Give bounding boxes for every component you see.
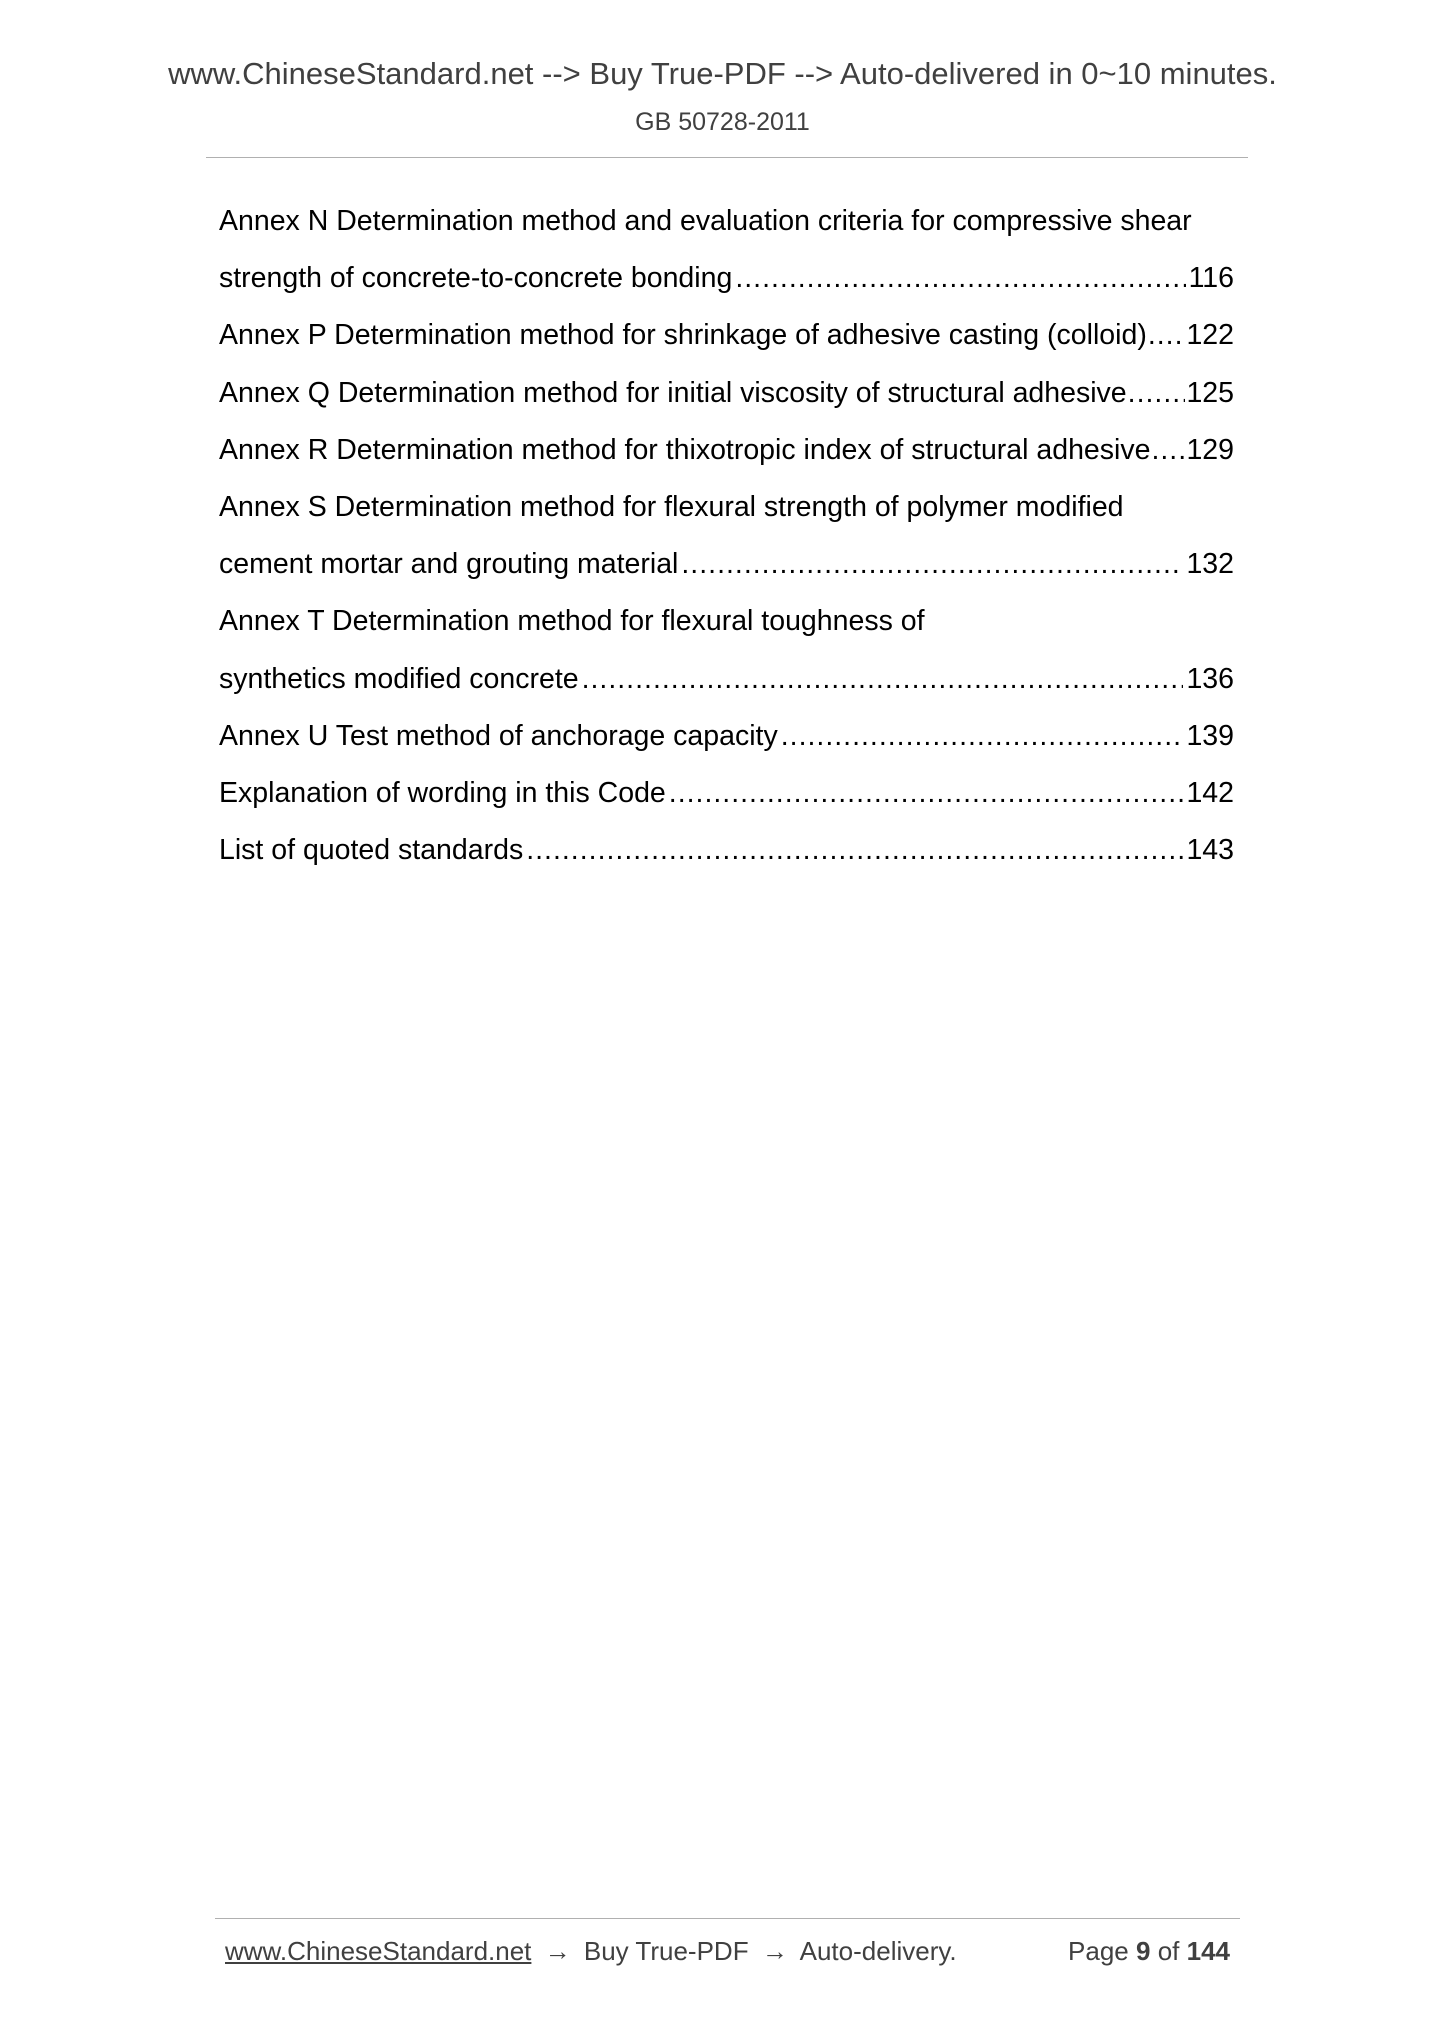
toc-entry-title: cement mortar and grouting material [219,548,679,581]
toc-entry-annex-u[interactable] [219,708,1234,765]
table-of-contents [219,193,1234,879]
footer-buy-text: Buy True-PDF [583,1936,749,1966]
toc-entry-annex-t[interactable] [219,593,1234,650]
footer-divider [215,1918,1240,1919]
toc-entry-page: 125 [1186,376,1234,409]
toc-entry-page: 116 [1188,262,1234,295]
toc-entry-annex-s-cont[interactable] [219,536,1234,593]
toc-dot-leader [1128,365,1186,422]
arrow-right-icon: → [761,1936,788,1966]
toc-entry-annex-q[interactable] [219,365,1234,422]
toc-entry-annex-p[interactable] [219,307,1234,364]
toc-entry-title: List of quoted standards [219,834,524,867]
toc-dot-leader [582,651,1184,708]
toc-entry-page: 122 [1186,319,1234,352]
toc-entry-title: Explanation of wording in this Code [219,776,666,809]
toc-dot-leader [781,708,1184,765]
page-indicator [1068,1936,1230,1967]
toc-dot-leader [1148,307,1186,364]
toc-entry-title: Annex T Determination method for flexural toughness of [219,605,925,638]
page-label: Page [1068,1936,1129,1966]
arrow-right-icon: → [544,1936,571,1966]
toc-entry-quoted-standards[interactable] [219,822,1234,879]
toc-dot-leader [735,250,1185,307]
toc-entry-title: Annex Q Determination method for initial viscosity of structural adhesive [219,376,1127,409]
page-of-label: of [1157,1936,1180,1966]
toc-entry-annex-r[interactable] [219,422,1234,479]
footer-delivery-text: Auto-delivery. [799,1936,957,1966]
toc-dot-leader [669,765,1184,822]
toc-entry-explanation-of-wording[interactable] [219,765,1234,822]
toc-dot-leader [1151,422,1185,479]
toc-entry-page: 132 [1186,548,1234,581]
header-url-line: www.ChineseStandard.net --> Buy True-PDF --> Auto-delivered in 0~10 minutes. [168,56,1277,91]
page-footer [225,1936,1230,1967]
footer-left [225,1936,957,1967]
toc-entry-title: strength of concrete-to-concrete bonding [219,262,733,295]
toc-entry-title: synthetics modified concrete [219,662,579,695]
toc-entry-title: Annex P Determination method for shrinkage of adhesive casting (colloid) [219,319,1147,352]
toc-entry-title: Annex S Determination method for flexural strength of polymer modified [219,490,1124,523]
toc-entry-title: Annex R Determination method for thixotropic index of structural adhesive [219,433,1151,466]
standard-code: GB 50728-2011 [635,108,810,136]
header-divider [206,157,1248,158]
toc-entry-annex-t-cont[interactable] [219,651,1234,708]
toc-entry-annex-n-cont[interactable] [219,250,1234,307]
footer-site-link[interactable]: www.ChineseStandard.net [225,1936,532,1966]
toc-entry-page: 129 [1186,433,1234,466]
toc-entry-page: 136 [1186,662,1234,695]
toc-dot-leader [526,822,1183,879]
toc-entry-title: Annex N Determination method and evaluation criteria for compressive shear [219,205,1192,237]
toc-entry-page: 139 [1186,719,1234,752]
toc-entry-title: Annex U Test method of anchorage capacity [219,719,778,752]
page-total: 144 [1186,1936,1230,1966]
toc-entry-page: 143 [1186,834,1234,867]
toc-entry-page: 142 [1186,776,1234,809]
toc-entry-annex-n[interactable] [219,193,1234,250]
page-current: 9 [1135,1936,1151,1966]
toc-dot-leader [681,536,1183,593]
toc-entry-annex-s[interactable] [219,479,1234,536]
